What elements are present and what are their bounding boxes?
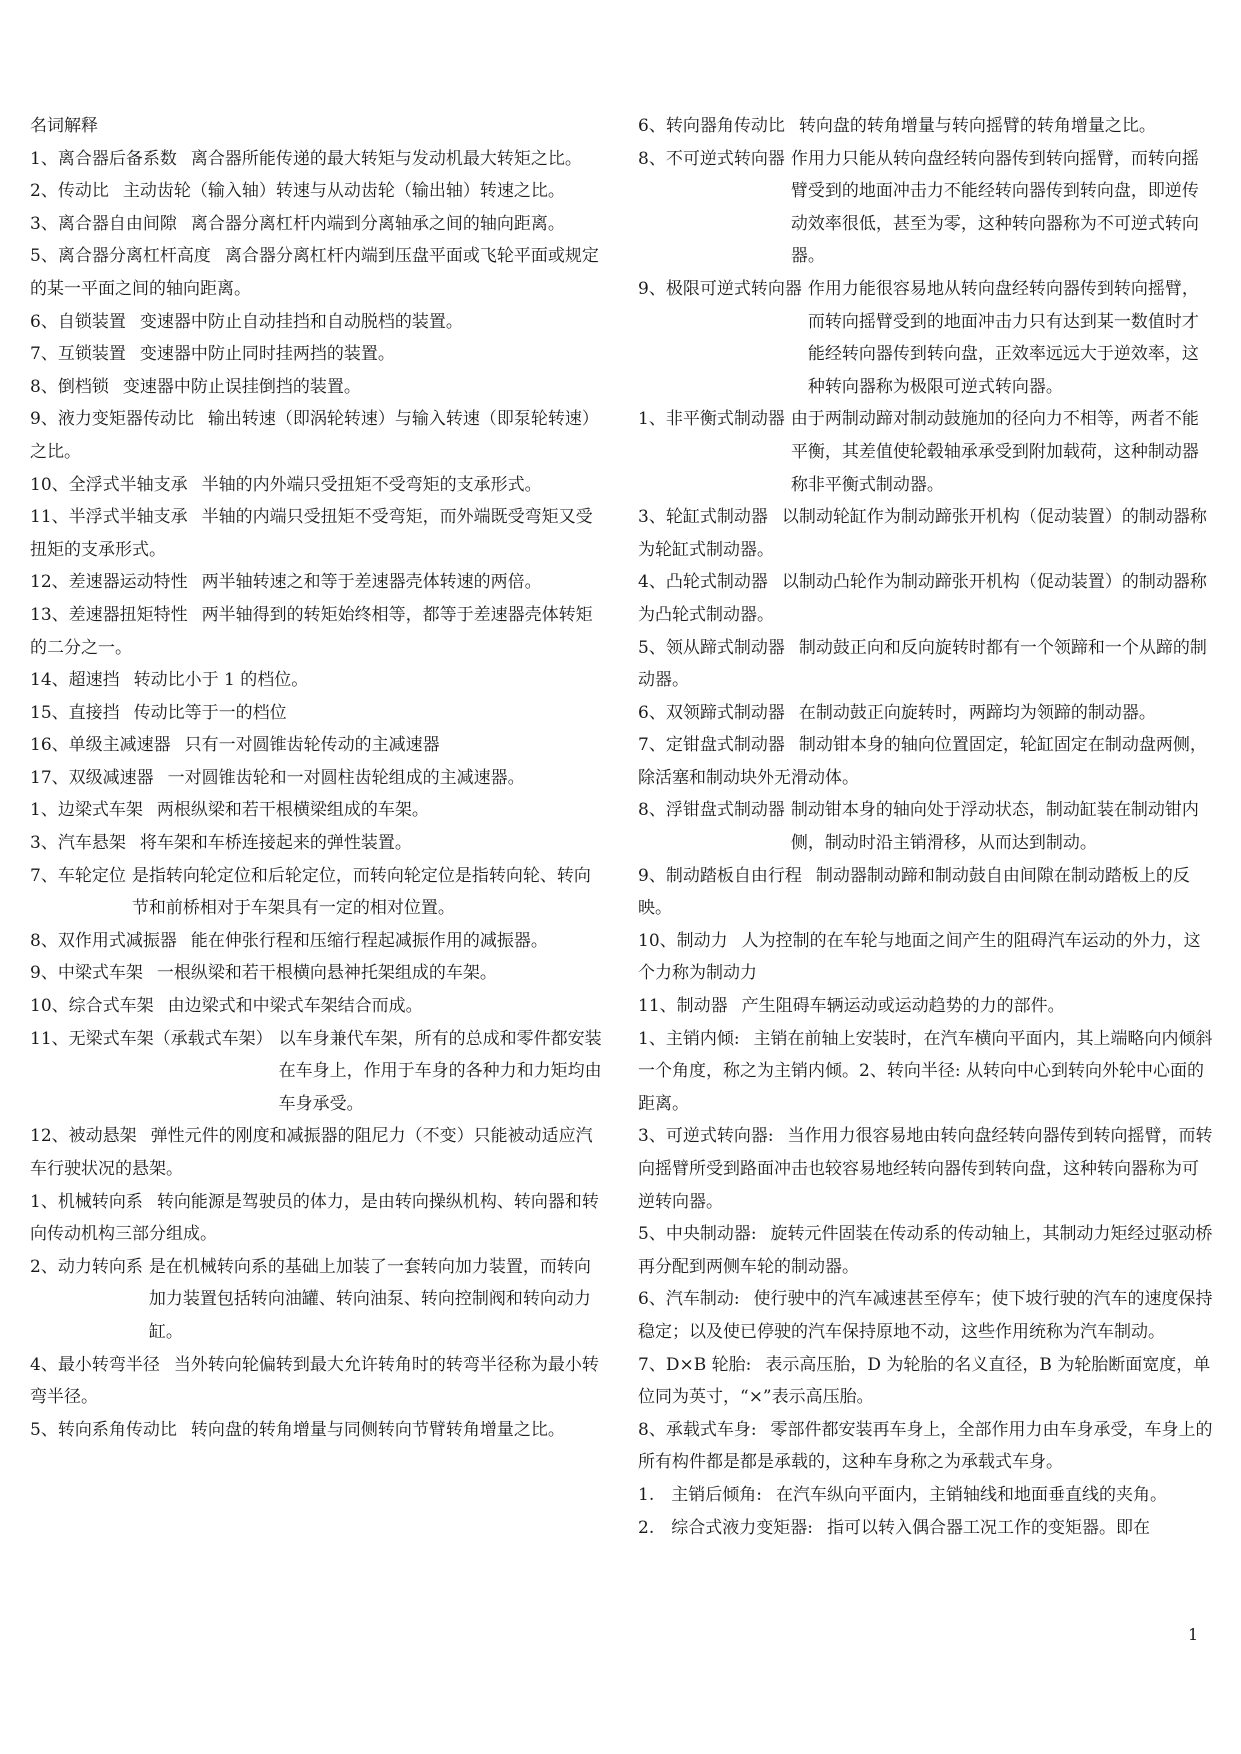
entry-term: 3、离合器自由间隙 <box>30 213 177 234</box>
definition-entry <box>30 208 605 241</box>
definition-entry <box>30 240 605 305</box>
entry-definition: 离合器分离杠杆内端到压盘平面或飞轮平面或规定的某一平面之间的轴向距离。 <box>30 246 599 299</box>
entry-term: 3、轮缸式制动器 <box>638 507 768 528</box>
entry-definition: 当外转向轮偏转到最大允许转角时的转弯半径称为最小转弯半径。 <box>30 1354 599 1408</box>
entry-term: 8、承载式车身: <box>638 1419 757 1440</box>
entry-term: 1、非平衡式制动器 <box>638 409 785 430</box>
entry-definition: 人为控制的在车轮与地面之间产生的阻碍汽车运动的外力，这个力称为制动力 <box>638 930 1201 984</box>
entry-definition: 输出转速（即涡轮转速）与输入转速（即泵轮转速）之比。 <box>30 409 599 462</box>
entry-term: 2、传动比 <box>30 181 109 202</box>
entry-definition: 是在机械转向系的基础上加装了一套转向加力装置，而转向加力装置包括转向油罐、转向油泵、转向控制阀和转向动力缸。 <box>148 1256 591 1342</box>
entry-definition: 转向盘的转角增量与转向摇臂的转角增量之比。 <box>798 116 1156 136</box>
definition-entry <box>30 338 605 371</box>
definition-entry <box>30 827 605 860</box>
right-entries <box>638 110 1213 1544</box>
entry-definition: 主销在前轴上安装时，在汽车横向平面内，其上端略向内倾斜一个角度，称之为主销内倾。2、转向半径: 从转向中心到转向外轮中心面的距离。 <box>638 1028 1213 1114</box>
definition-entry <box>30 664 605 697</box>
definition-entry <box>638 729 1213 794</box>
entry-definition: 离合器分离杠杆内端到分离轴承之间的轴向距离。 <box>190 213 565 234</box>
definition-entry <box>30 599 605 664</box>
entry-term: 5、离合器分离杠杆高度 <box>30 246 211 267</box>
definition-entry <box>30 371 605 404</box>
entry-term: 9、液力变矩器传动比 <box>30 409 194 430</box>
entry-definition: 产生阻碍车辆运动或运动趋势的力的部件。 <box>741 996 1065 1017</box>
entry-definition: 两半轴得到的转矩始终相等，都等于差速器壳体转矩的二分之一。 <box>30 604 593 658</box>
definition-entry <box>638 1120 1213 1218</box>
definition-entry <box>30 860 605 925</box>
entry-term: 9、中梁式车架 <box>30 963 143 984</box>
entry-definition: 传动比等于一的档位 <box>133 702 287 723</box>
entry-term: 15、直接挡 <box>30 702 120 723</box>
definition-entry <box>638 632 1213 697</box>
definition-entry <box>30 925 605 958</box>
entry-definition: 当作用力很容易地由转向盘经转向器传到转向摇臂，而转向摇臂所受到路面冲击也较容易地经转向器传到转向盘，这种转向器称为可逆转向器。 <box>638 1126 1213 1212</box>
entry-term: 16、单级主减速器 <box>30 735 171 756</box>
entry-term: 7、互锁装置 <box>30 344 126 365</box>
entry-definition: 制动钳本身的轴向位置固定，轮缸固定在制动盘两侧，除活塞和制动块外无滑动体。 <box>638 735 1207 788</box>
entry-term: 7、定钳盘式制动器 <box>638 735 785 756</box>
left-column <box>30 110 605 1446</box>
entry-definition: 在汽车纵向平面内，主销轴线和地面垂直线的夹角。 <box>775 1484 1167 1505</box>
entry-term: 5、领从蹄式制动器 <box>638 637 785 658</box>
entry-term: 5、转向系角传动比 <box>30 1419 177 1440</box>
entry-definition: 离合器所能传递的最大转矩与发动机最大转矩之比。 <box>190 148 582 169</box>
entry-term: 9、极限可逆式转向器 <box>638 278 802 299</box>
definition-entry <box>30 403 605 468</box>
entry-definition: 制动鼓正向和反向旋转时都有一个领蹄和一个从蹄的制动器。 <box>638 637 1207 691</box>
entry-term: 10、制动力 <box>638 930 728 951</box>
definition-entry <box>638 1512 1213 1545</box>
entry-definition: 指可以转入偶合器工况工作的变矩器。即在 <box>826 1517 1150 1538</box>
entry-definition: 是指转向轮定位和后轮定位，而转向轮定位是指转向轮、转向节和前桥相对于车架具有一定的相对位置。 <box>131 865 591 919</box>
entry-definition: 变速器中防止同时挂两挡的装置。 <box>139 344 395 365</box>
entry-term: 17、双级减速器 <box>30 767 154 788</box>
entry-term: 13、差速器扭矩特性 <box>30 604 188 625</box>
definition-entry <box>30 794 605 827</box>
entry-term: 1、主销内倾: <box>638 1028 740 1049</box>
entry-definition: 由于两制动蹄对制动鼓施加的径向力不相等，两者不能平衡，其差值使轮毂轴承承受到附加载荷，这种制动器称非平衡式制动器。 <box>790 409 1199 495</box>
entry-definition: 转动比小于 1 的档位。 <box>133 670 309 691</box>
entry-term: 1、离合器后备系数 <box>30 148 177 169</box>
entry-term: 8、不可逆式转向器 <box>638 148 785 169</box>
entry-definition: 两半轴转速之和等于差速器壳体转速的两倍。 <box>201 572 542 593</box>
definition-entry <box>30 1251 605 1349</box>
right-column <box>638 110 1213 1544</box>
entry-term: 9、制动踏板自由行程 <box>638 865 802 886</box>
definition-entry <box>638 794 1213 859</box>
definition-entry <box>30 1186 605 1251</box>
entry-term: 4、凸轮式制动器 <box>638 572 768 593</box>
entry-term: 1、边梁式车架 <box>30 800 143 821</box>
entry-term: 6、双领蹄式制动器 <box>638 702 785 723</box>
entry-definition: 主动齿轮（输入轴）转速与从动齿轮（输出轴）转速之比。 <box>122 181 565 202</box>
entry-definition: 作用力能很容易地从转向盘经转向器传到转向摇臂，而转向摇臂受到的地面冲击力只有达到某一数值时才能经转向器传到转向盘，正效率远远大于逆效率，这种转向器称为极限可逆式转向器。 <box>807 278 1199 397</box>
entry-term: 3、可逆式转向器: <box>638 1126 774 1147</box>
definition-entry <box>30 175 605 208</box>
definition-entry <box>638 1218 1213 1283</box>
definition-entry <box>30 566 605 599</box>
entry-term: 11、无梁式车架（承载式车架） <box>30 1028 273 1049</box>
entry-term: 5、中央制动器: <box>638 1224 757 1245</box>
entry-definition: 将车架和车桥连接起来的弹性装置。 <box>139 833 412 854</box>
entry-term: 11、制动器 <box>638 996 728 1017</box>
entry-definition: 零部件都安装再车身上，全部作用力由车身承受，车身上的所有构件都是都是承载的，这种车身称之为承载式车身。 <box>638 1419 1213 1473</box>
definition-entry <box>638 1283 1213 1348</box>
section-title: 名词解释 <box>30 116 98 136</box>
entry-term: 3、汽车悬架 <box>30 833 126 854</box>
entry-term: 12、被动悬架 <box>30 1126 137 1147</box>
entry-definition: 变速器中防止误挂倒挡的装置。 <box>122 376 361 397</box>
entry-term: 8、倒档锁 <box>30 376 109 397</box>
definition-entry <box>30 1120 605 1185</box>
entry-term: 2、动力转向系 <box>30 1256 143 1277</box>
entry-term: 8、双作用式减振器 <box>30 930 177 951</box>
entry-term: 2. 综合式液力变矩器: <box>638 1517 813 1538</box>
definition-entry <box>638 860 1213 925</box>
definition-entry <box>30 501 605 566</box>
definition-entry <box>638 1023 1213 1121</box>
definition-entry <box>30 762 605 795</box>
definition-entry <box>638 403 1213 501</box>
definition-entry <box>638 1349 1213 1414</box>
entry-term: 1、机械转向系 <box>30 1191 143 1212</box>
definition-entry <box>30 957 605 990</box>
entry-definition: 弹性元件的刚度和减振器的阻尼力（不变）只能被动适应汽车行驶状况的悬架。 <box>30 1126 593 1179</box>
entry-term: 6、汽车制动: <box>638 1289 740 1310</box>
entry-definition: 只有一对圆锥齿轮传动的主减速器 <box>184 735 440 756</box>
entry-term: 6、转向器角传动比 <box>638 116 785 136</box>
definition-entry <box>638 697 1213 730</box>
definition-entry <box>638 273 1213 403</box>
entry-definition: 转向能源是驾驶员的体力，是由转向操纵机构、转向器和转向传动机构三部分组成。 <box>30 1191 599 1245</box>
entry-definition: 由边梁式和中梁式车架结合而成。 <box>167 996 423 1017</box>
left-entries <box>30 143 605 1447</box>
entry-term: 12、差速器运动特性 <box>30 572 188 593</box>
entry-definition: 以制动轮缸作为制动蹄张开机构（促动装置）的制动器称为轮缸式制动器。 <box>638 507 1207 560</box>
entry-term: 7、车轮定位 <box>30 865 126 886</box>
entry-definition: 使行驶中的汽车减速甚至停车；使下坡行驶的汽车的速度保持稳定；以及使已停驶的汽车保持原地不动，这些作用统称为汽车制动。 <box>638 1289 1213 1342</box>
definition-entry <box>30 143 605 176</box>
definition-entry <box>638 566 1213 631</box>
entry-term: 10、综合式车架 <box>30 996 154 1017</box>
entry-definition: 变速器中防止自动挂挡和自动脱档的装置。 <box>139 311 463 332</box>
entry-definition: 一根纵梁和若干根横向悬神托架组成的车架。 <box>156 963 497 984</box>
entry-definition: 制动钳本身的轴向处于浮动状态，制动缸装在制动钳内侧，制动时沿主销滑移，从而达到制动。 <box>790 800 1199 854</box>
entry-term: 14、超速挡 <box>30 670 120 691</box>
entry-definition: 半轴的内外端只受扭矩不受弯矩的支承形式。 <box>201 474 542 495</box>
entry-definition: 在制动鼓正向旋转时，两蹄均为领蹄的制动器。 <box>798 702 1156 723</box>
definition-entry <box>638 501 1213 566</box>
definition-entry <box>30 697 605 730</box>
entry-term: 8、浮钳盘式制动器 <box>638 800 785 821</box>
entry-definition: 转向盘的转角增量与同侧转向节臂转角增量之比。 <box>190 1419 565 1440</box>
entry-definition: 制动器制动蹄和制动鼓自由间隙在制动踏板上的反映。 <box>638 865 1190 919</box>
entry-term: 10、全浮式半轴支承 <box>30 474 188 495</box>
entry-term: 6、自锁装置 <box>30 311 126 332</box>
definition-entry <box>30 729 605 762</box>
entry-definition: 作用力只能从转向盘经转向器传到转向摇臂，而转向摇臂受到的地面冲击力不能经转向器传到转向盘，即逆传动效率很低，甚至为零，这种转向器称为不可逆式转向器。 <box>790 148 1199 267</box>
entry-definition: 半轴的内端只受扭矩不受弯矩，而外端既受弯矩又受扭矩的支承形式。 <box>30 507 593 560</box>
definition-entry <box>638 990 1213 1023</box>
definition-entry <box>638 1414 1213 1479</box>
entry-definition: 表示高压胎，D 为轮胎的名义直径，B 为轮胎断面宽度，单位同为英寸，“×”表示高压胎。 <box>638 1354 1211 1408</box>
definition-entry <box>638 110 1213 143</box>
entry-term: 1. 主销后倾角: <box>638 1484 762 1505</box>
definition-entry <box>30 306 605 339</box>
entry-term: 4、最小转弯半径 <box>30 1354 160 1375</box>
page-number: 1 <box>1188 1625 1199 1644</box>
definition-entry <box>638 1479 1213 1512</box>
definition-entry <box>30 1349 605 1414</box>
entry-definition: 以制动凸轮作为制动蹄张开机构（促动装置）的制动器称为凸轮式制动器。 <box>638 572 1207 625</box>
entry-term: 7、D×B 轮胎: <box>638 1354 752 1375</box>
definition-entry <box>638 143 1213 273</box>
entry-definition: 两根纵梁和若干根横梁组成的车架。 <box>156 800 429 821</box>
definition-entry <box>30 1023 605 1121</box>
definition-entry <box>30 469 605 502</box>
entry-definition: 能在伸张行程和压缩行程起减振作用的减振器。 <box>190 930 548 951</box>
entry-term: 11、半浮式半轴支承 <box>30 507 188 528</box>
entry-definition: 旋转元件固装在传动系的传动轴上，其制动力矩经过驱动桥再分配到两侧车轮的制动器。 <box>638 1224 1213 1277</box>
definition-entry <box>30 990 605 1023</box>
entry-definition: 以车身兼代车架，所有的总成和零件都安装在车身上，作用于车身的各种力和力矩均由车身承受。 <box>278 1028 602 1114</box>
entry-definition: 一对圆锥齿轮和一对圆柱齿轮组成的主减速器。 <box>167 767 525 788</box>
definition-entry <box>30 1414 605 1447</box>
definition-entry <box>638 925 1213 990</box>
